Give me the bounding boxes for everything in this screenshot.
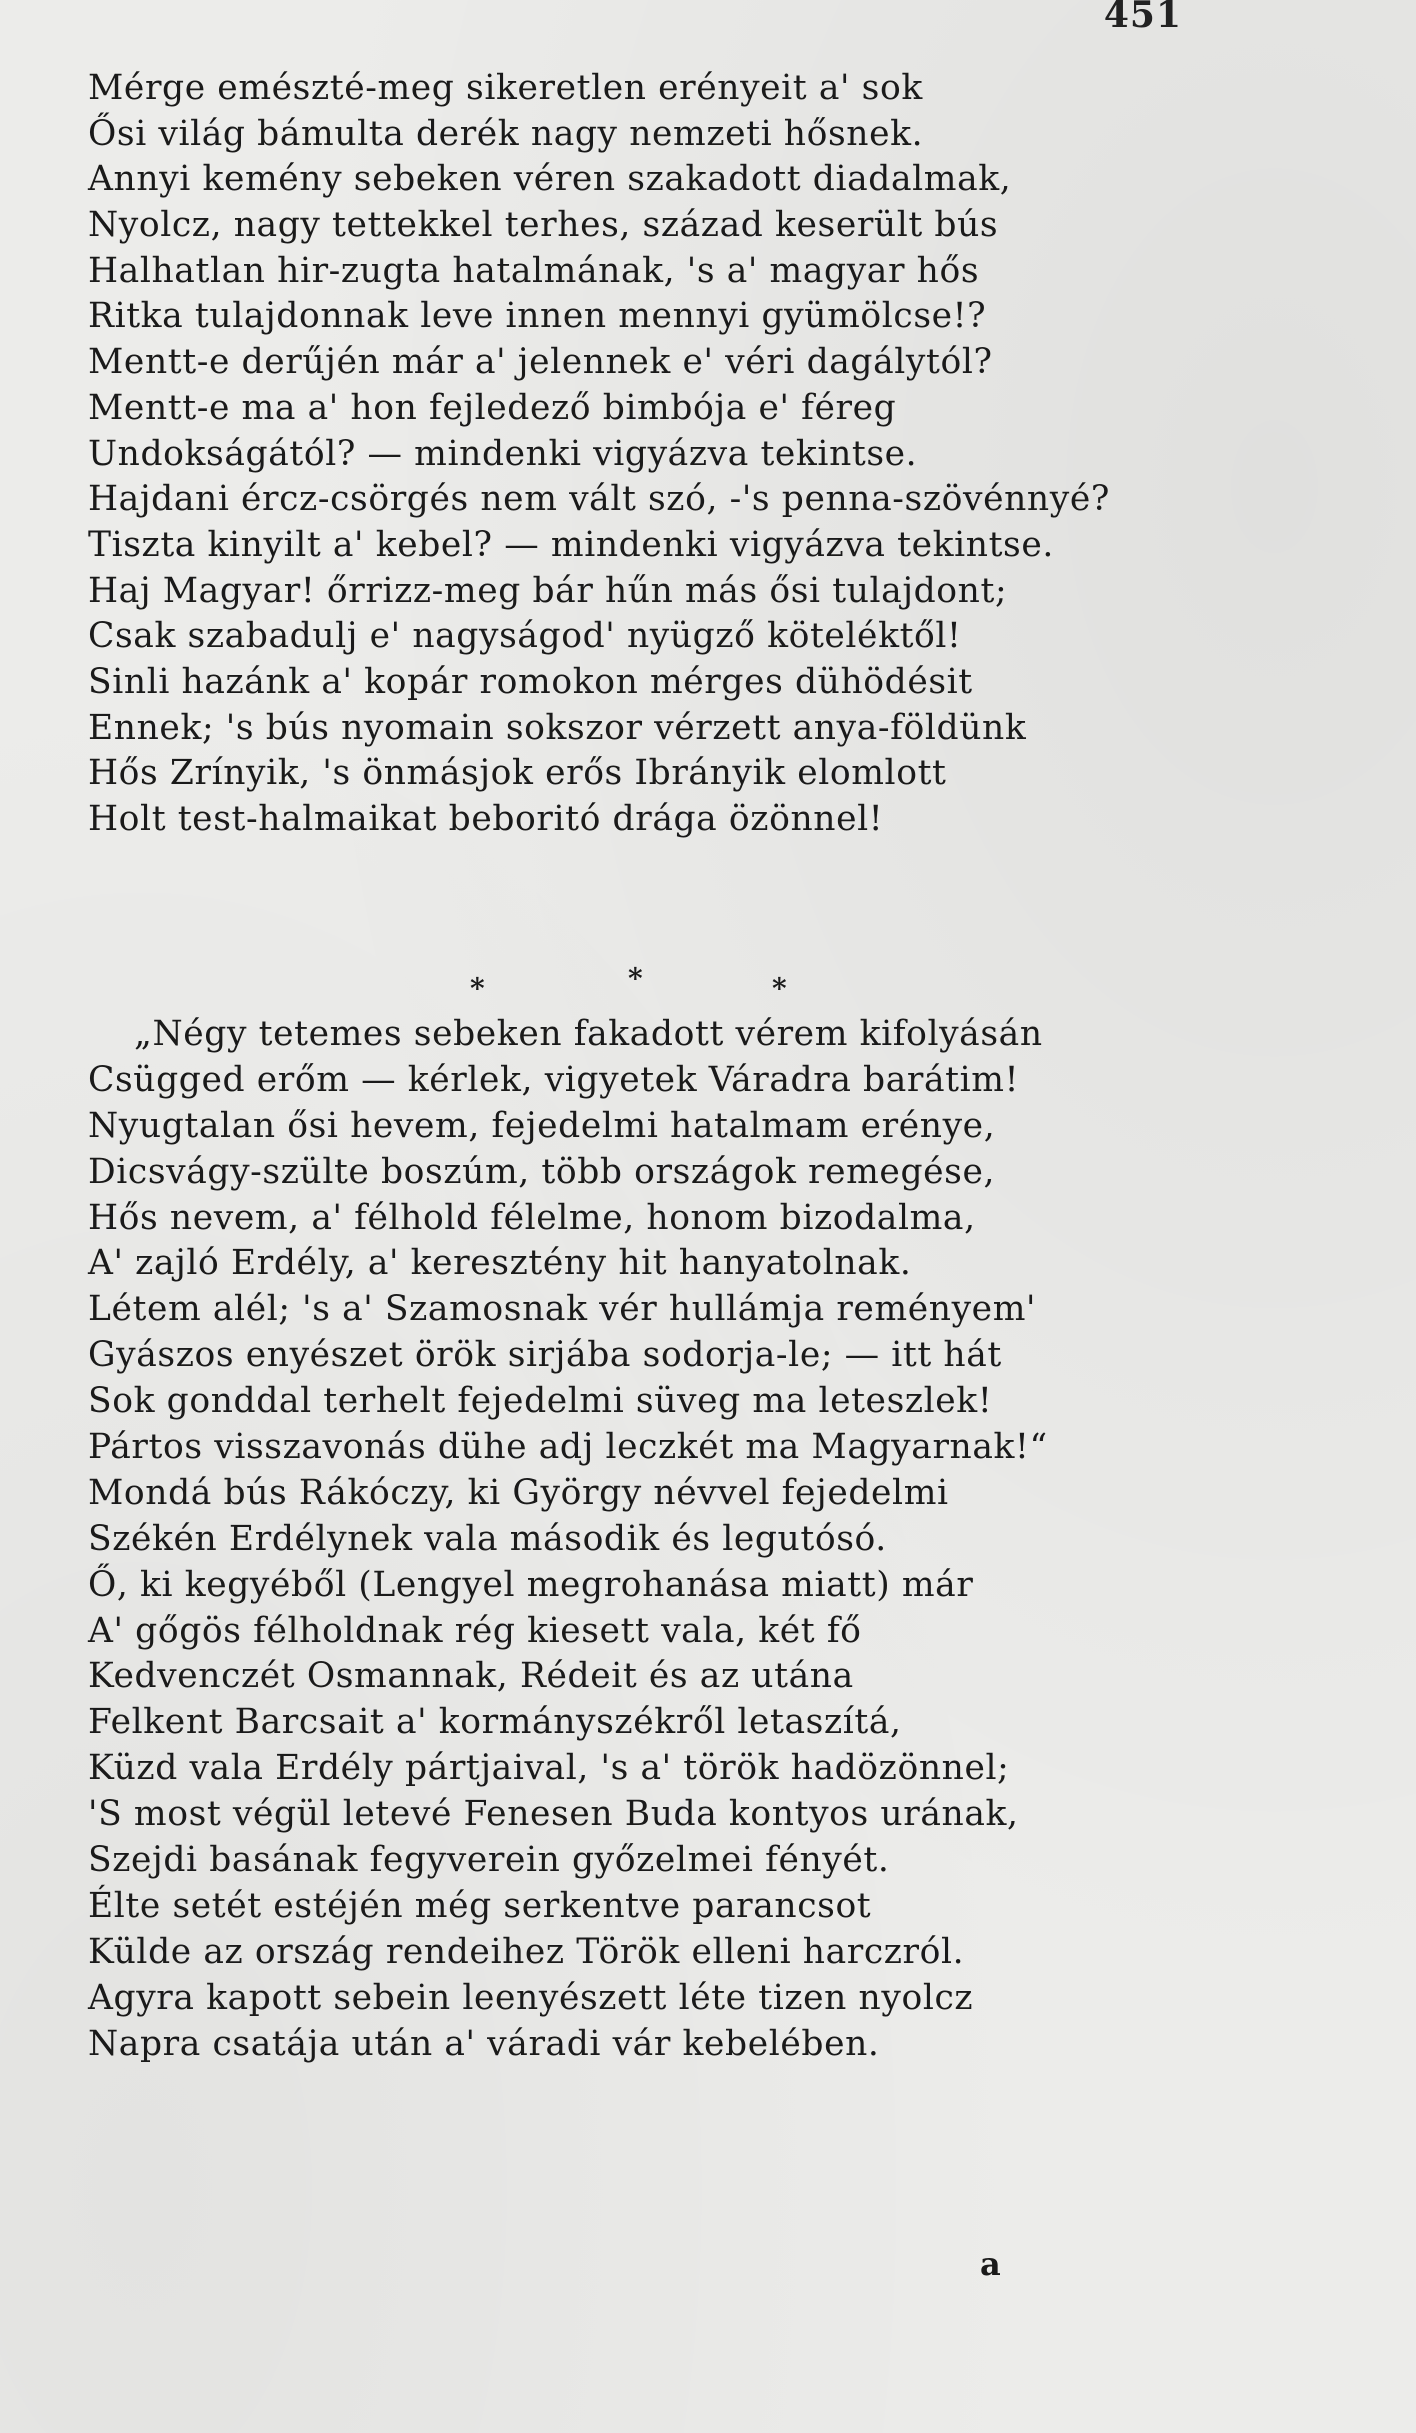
poem-line: Kedvenczét Osmannak, Rédeit és az utána [88, 1656, 854, 1697]
poem-line: Dicsvágy-szülte boszúm, több országok remegése, [88, 1151, 996, 1192]
poem-line: 'S most végül letevé Fenesen Buda kontyos urának, [88, 1794, 1019, 1835]
poem-line: Nyolcz, nagy tettekkel terhes, század keserült bús [88, 205, 999, 246]
poem-line: Halhatlan hir-zugta hatalmának, 's a' magyar hős [88, 250, 980, 291]
poem-line: A' gőgös félholdnak rég kiesett vala, két fő [88, 1610, 862, 1651]
poem-line: Holt test-halmaikat beboritó drága özönnel! [88, 799, 884, 839]
poem-line: „Négy tetemes sebeken fakadott vérem kifolyásán [134, 1014, 1043, 1054]
poem-stanza-2 [88, 1012, 1168, 2067]
poem-line: Undokságától? — mindenki vigyázva tekintse. [88, 433, 918, 474]
poem-line: Ritka tulajdonnak leve innen mennyi gyümölcse!? [88, 296, 987, 337]
poem-line: Élte setét estéjén még serkentve parancsot [88, 1885, 872, 1926]
poem-line: Mondá bús Rákóczy, ki György névvel fejedelmi [88, 1472, 949, 1513]
poem-line: Annyi kemény sebeken véren szakadott diadalmak, [88, 159, 1012, 200]
poem-line: Sinli hazánk a' kopár romokon mérges dühödésit [88, 661, 973, 702]
poem-line: Székén Erdélynek vala második és legutósó. [88, 1518, 887, 1559]
poem-line: Tiszta kinyilt a' kebel? — mindenki vigyázva tekintse. [88, 524, 1054, 565]
poem-line: Hős nevem, a' félhold félelme, honom bizodalma, [88, 1197, 976, 1238]
poem-line: Mentt-e derűjén már a' jelennek e' véri dagálytól? [88, 342, 993, 383]
asterisk: * [628, 962, 643, 995]
poem-line: Agyra kapott sebein leenyészett léte tizen nyolcz [88, 1977, 974, 2018]
poem-stanza-1 [88, 66, 1168, 843]
page-number: 451 [1103, 0, 1182, 36]
poem-line: Ősi világ bámulta derék nagy nemzeti hősnek. [88, 113, 924, 154]
catchword: a [980, 2245, 1001, 2283]
poem-line: A' zajló Erdély, a' keresztény hit hanyatolnak. [88, 1243, 912, 1284]
section-separator [470, 962, 810, 1008]
poem-line: Napra csatája után a' váradi vár kebelében. [88, 2023, 880, 2064]
poem-line: Csügged erőm — kérlek, vigyetek Váradra barátim! [88, 1059, 1020, 1100]
poem-line: Ennek; 's bús nyomain sokszor vérzett anya-földünk [88, 707, 1027, 748]
poem-line: Mentt-e ma a' hon fejledező bimbója e' féreg [88, 387, 897, 428]
asterisk: * [470, 972, 485, 1005]
poem-line: Szejdi basának fegyverein győzelmei fényét. [88, 1840, 890, 1881]
asterisk: * [772, 972, 787, 1005]
poem-line: Nyugtalan ősi hevem, fejedelmi hatalmam erénye, [88, 1105, 996, 1146]
poem-line: Hajdani ércz-csörgés nem vált szó, -'s penna-szövénnyé? [88, 479, 1110, 520]
poem-line: Mérge emészté-meg sikeretlen erényeit a' sok [88, 68, 923, 108]
poem-line: Küzd vala Erdély pártjaival, 's a' török hadözönnel; [88, 1748, 1010, 1789]
poem-line: Pártos visszavonás dühe adj leczkét ma Magyarnak!“ [88, 1427, 1048, 1468]
poem-line: Külde az ország rendeihez Török elleni harczról. [88, 1931, 965, 1972]
poem-line: Haj Magyar! őrrizz-meg bár hűn más ősi tulajdont; [88, 570, 1008, 611]
poem-line: Sok gonddal terhelt fejedelmi süveg ma leteszlek! [88, 1381, 993, 1422]
poem-line: Gyászos enyészet örök sirjába sodorja-le; — itt hát [88, 1335, 1002, 1376]
poem-line: Ő, ki kegyéből (Lengyel megrohanása miatt) már [88, 1564, 974, 1605]
poem-line: Létem alél; 's a' Szamosnak vér hullámja reményem' [88, 1289, 1037, 1330]
poem-line: Csak szabadulj e' nagyságod' nyügző köteléktől! [88, 616, 962, 657]
poem-line: Hős Zrínyik, 's önmásjok erős Ibrányik elomlott [88, 753, 947, 794]
poem-line: Felkent Barcsait a' kormányszékről letaszítá, [88, 1702, 902, 1743]
